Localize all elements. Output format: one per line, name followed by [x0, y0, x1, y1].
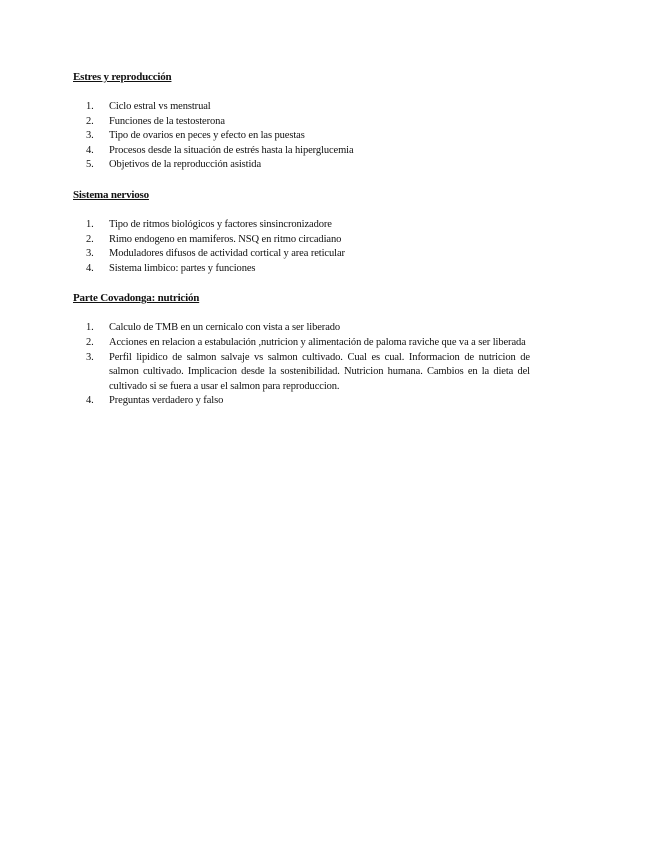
list-number: 1.: [86, 218, 94, 230]
list-item: [73, 144, 530, 159]
section-sistema-nervioso: [73, 189, 530, 276]
section-estres-reproduccion: [73, 71, 530, 173]
list-number: 1.: [86, 101, 94, 112]
list-item: [73, 129, 530, 144]
list-item: [73, 218, 530, 233]
list-item: [73, 351, 530, 395]
list-item-text: Calculo de TMB en un cernicalo con vista a ser liberado: [109, 322, 341, 334]
list-item: [73, 100, 530, 115]
list-number: 2.: [86, 336, 94, 348]
list-number: 4.: [86, 144, 94, 156]
list-item-text: Moduladores difusos de actividad cortical y area reticular: [109, 248, 345, 260]
list-number: 4.: [86, 395, 94, 407]
list-item: [73, 115, 530, 130]
list-item: [73, 233, 530, 248]
list-item-text: Perfil lipidico de salmon salvaje vs salmon cultivado. Cual es cual. Informacion de nutricion de salmon cultivado. Implicacion desde la sostenibilidad. Nutricion humana. Cambios en la dieta del cultivado si se fuera a usar el salmon para reproduccion.: [109, 351, 530, 392]
document-content: [73, 71, 530, 425]
list-number: 2.: [86, 233, 94, 245]
numbered-list: [73, 100, 530, 173]
section-title: Parte Covadonga: nutrición: [73, 292, 200, 305]
list-item: [73, 262, 530, 277]
list-number: 2.: [86, 115, 94, 127]
section-title: Sistema nervioso: [73, 188, 149, 201]
list-item: [73, 336, 530, 351]
list-item: [73, 247, 530, 262]
list-item-text: Procesos desde la situación de estrés hasta la hiperglucemia: [109, 144, 354, 156]
list-number: 3.: [86, 351, 94, 363]
list-item: [73, 158, 530, 173]
list-number: 4.: [86, 262, 94, 274]
list-item-text: Rimo endogeno en mamiferos. NSQ en ritmo circadiano: [109, 233, 342, 245]
list-item-text: Preguntas verdadero y falso: [109, 395, 224, 407]
list-item-text: Tipo de ovarios en peces y efecto en las puestas: [109, 130, 305, 142]
list-item: [73, 394, 530, 409]
list-number: 1.: [86, 322, 94, 334]
list-item-text: Objetivos de la reproducción asistida: [109, 159, 262, 171]
list-item-text: Funciones de la testosterona: [109, 115, 225, 127]
list-number: 3.: [86, 248, 94, 260]
list-item-text: Acciones en relacion a estabulación ,nutricion y alimentación de paloma raviche que va a ser liberada: [109, 336, 526, 348]
list-item-text: Sistema limbico: partes y funciones: [109, 262, 256, 274]
list-item-text: Ciclo estral vs menstrual: [109, 101, 211, 112]
list-item-text: Tipo de ritmos biológicos y factores sinsincronizadore: [109, 218, 332, 230]
section-title: Estres y reproducción: [73, 71, 172, 83]
list-item: [73, 321, 530, 336]
numbered-list: [73, 321, 530, 409]
list-number: 5.: [86, 159, 94, 171]
list-number: 3.: [86, 130, 94, 142]
section-parte-covadonga: [73, 292, 530, 409]
numbered-list: [73, 218, 530, 276]
